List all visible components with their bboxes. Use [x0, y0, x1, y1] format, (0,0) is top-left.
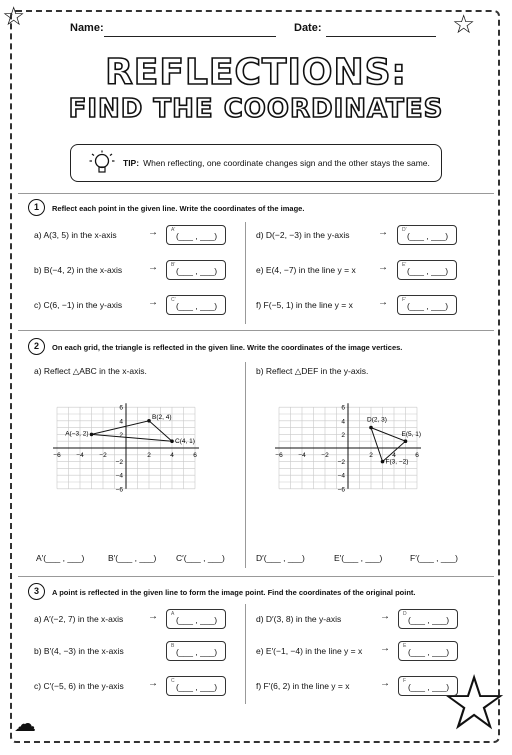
section-3-title: A point is reflected in the given line to form the image point. Find the coordinates of the original point. [52, 588, 416, 597]
s1-item-c: c) C(6, −1) in the y-axis [34, 300, 123, 310]
vertex-point [381, 460, 385, 464]
divider [18, 330, 494, 331]
section-1-number: 1 [28, 199, 45, 216]
answer-box[interactable]: C (___ , ___) [166, 676, 226, 696]
x-tick-label: −2 [99, 452, 107, 459]
y-tick-label: 4 [119, 418, 123, 426]
name-field[interactable] [104, 36, 276, 37]
title-line-1: REFLECTIONS: [105, 52, 407, 93]
answer-box[interactable]: D (___ , ___) [398, 609, 458, 629]
s3-item-c: c) C′(−5, 6) in the y-axis [34, 681, 124, 691]
x-tick-label: 4 [170, 452, 174, 459]
vertex-label: F(3, −2) [385, 458, 409, 466]
x-tick-label: −6 [275, 452, 283, 459]
y-tick-label: −4 [115, 472, 123, 480]
y-tick-label: 6 [341, 404, 345, 412]
x-tick-label: 2 [369, 452, 373, 459]
date-field[interactable] [326, 36, 436, 37]
s3-item-b: b) B′(4, −3) in the x-axis [34, 646, 124, 656]
answer-box[interactable]: D' (___ , ___) [397, 225, 457, 245]
x-tick-label: −4 [298, 452, 306, 459]
image-vertex-answer[interactable]: D′(___ , ___) [256, 553, 305, 563]
arrow: → [378, 262, 388, 273]
tip-box [70, 144, 442, 182]
answer-box[interactable]: E' (___ , ___) [397, 260, 457, 280]
x-tick-label: 6 [193, 452, 197, 459]
arrow: → [380, 643, 390, 654]
s1-item-a: a) A(3, 5) in the x-axis [34, 230, 117, 240]
s2-part-b: b) Reflect △DEF in the y-axis. [256, 366, 369, 376]
x-tick-label: 2 [147, 452, 151, 459]
s2-part-a: a) Reflect △ABC in the x-axis. [34, 366, 147, 376]
vertex-point [147, 419, 151, 423]
answer-box[interactable]: A (___ , ___) [166, 609, 226, 629]
y-tick-label: −2 [337, 459, 345, 467]
answer-box[interactable]: B' (___ , ___) [166, 260, 226, 280]
x-tick-label: 4 [392, 452, 396, 459]
lightbulb-icon [89, 150, 115, 180]
y-tick-label: 2 [119, 431, 123, 439]
star-icon: ☆ [2, 2, 26, 32]
triangle [371, 428, 406, 462]
column-separator [245, 362, 246, 568]
tip-label: TIP: [123, 158, 140, 168]
vertex-label: A(−3, 2) [65, 430, 89, 438]
section-1-title: Reflect each point in the given line. Write the coordinates of the image. [52, 204, 305, 213]
date-label: Date: [294, 22, 322, 34]
arrow: → [148, 297, 158, 308]
image-vertex-answer[interactable]: B′(___ , ___) [108, 553, 157, 563]
cloud-icon: ☁ [14, 712, 36, 737]
image-vertex-answer[interactable]: C′(___ , ___) [176, 553, 225, 563]
answer-box[interactable]: A' (___ , ___) [166, 225, 226, 245]
answer-box[interactable]: C' (___ , ___) [166, 295, 226, 315]
s3-item-e: e) E′(−1, −4) in the line y = x [256, 646, 363, 656]
y-tick-label: −2 [115, 459, 123, 467]
vertex-label: E(5, 1) [401, 431, 422, 439]
arrow: → [148, 678, 158, 689]
shooting-star-icon: ☆ [452, 10, 476, 40]
arrow: → [378, 297, 388, 308]
column-separator [245, 222, 246, 324]
image-vertex-answer[interactable]: F′(___ , ___) [410, 553, 458, 563]
name-label: Name: [70, 22, 104, 34]
vertex-point [369, 426, 373, 430]
image-vertex-answer[interactable]: E′(___ , ___) [334, 553, 383, 563]
vertex-point [404, 439, 408, 443]
arrow: → [148, 262, 158, 273]
y-tick-label: −6 [115, 486, 123, 494]
y-tick-label: 4 [341, 418, 345, 426]
title-line-2: FIND THE COORDINATES [68, 94, 444, 124]
answer-box[interactable]: B (___ , ___) [166, 641, 226, 661]
arrow: → [380, 611, 390, 622]
arrow: → [378, 227, 388, 238]
section-3-number: 3 [28, 583, 45, 600]
column-separator [245, 604, 246, 704]
y-tick-label: −6 [337, 486, 345, 494]
answer-box[interactable]: F' (___ , ___) [397, 295, 457, 315]
arrow: → [380, 678, 390, 689]
tip-text: When reflecting, one coordinate changes sign and the other stays the same. [143, 158, 430, 168]
s1-item-e: e) E(4, −7) in the line y = x [256, 265, 356, 275]
coordinate-grid-a [50, 378, 222, 540]
y-tick-label: −4 [337, 472, 345, 480]
s3-item-f: f) F′(6, 2) in the line y = x [256, 681, 350, 691]
x-tick-label: −4 [76, 452, 84, 459]
section-2-title: On each grid, the triangle is reflected in the given line. Write the coordinates of the image vertices. [52, 343, 403, 352]
s1-item-f: f) F(−5, 1) in the line y = x [256, 300, 353, 310]
section-2-number: 2 [28, 338, 45, 355]
vertex-point [170, 439, 174, 443]
coordinate-grid-b [272, 378, 444, 540]
arrow: → [148, 611, 158, 622]
y-tick-label: 6 [119, 404, 123, 412]
answer-box[interactable]: E (___ , ___) [398, 641, 458, 661]
s3-item-d: d) D′(3, 8) in the y-axis [256, 614, 342, 624]
y-tick-label: 2 [341, 431, 345, 439]
x-tick-label: −2 [321, 452, 329, 459]
smiling-star-icon: ☆ [440, 658, 509, 747]
answer-box[interactable]: F (___ , ___) [398, 676, 458, 696]
vertex-point [90, 433, 94, 437]
s1-item-b: b) B(−4, 2) in the x-axis [34, 265, 123, 275]
x-tick-label: 6 [415, 452, 419, 459]
arrow: → [148, 227, 158, 238]
s1-item-d: d) D(−2, −3) in the y-axis [256, 230, 350, 240]
triangle [92, 421, 173, 441]
vertex-label: C(4, 1) [175, 438, 195, 446]
s3-item-a: a) A′(−2, 7) in the x-axis [34, 614, 124, 624]
x-tick-label: −6 [53, 452, 61, 459]
divider [18, 576, 494, 577]
vertex-label: B(2, 4) [152, 413, 172, 421]
image-vertex-answer[interactable]: A′(___ , ___) [36, 553, 85, 563]
vertex-label: D(2, 3) [367, 416, 387, 424]
divider [18, 193, 494, 194]
